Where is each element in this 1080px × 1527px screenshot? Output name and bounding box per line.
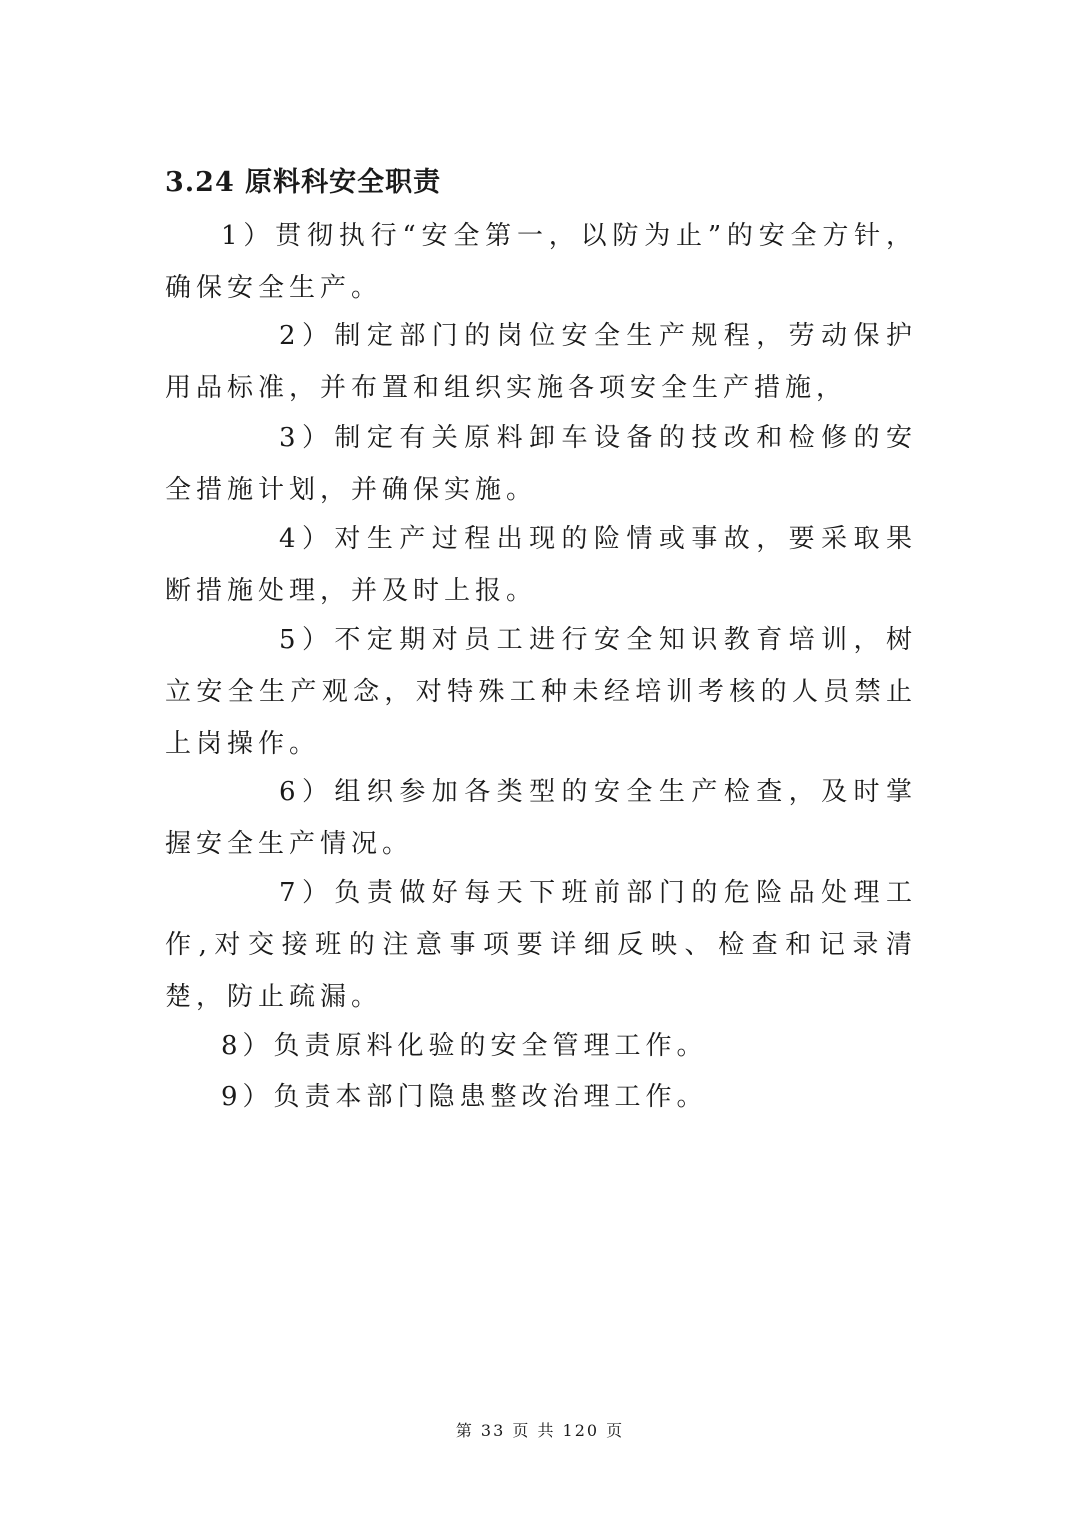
section-title: 3.24 原料科安全职责	[165, 167, 442, 198]
duty-item-1: 1）贯彻执行“安全第一，以防为止”的安全方针，确保安全生产。	[165, 221, 917, 303]
duty-item-9: 9）负责本部门隐患整改治理工作。	[221, 1082, 708, 1112]
duty-item-4: 4）对生产过程出现的险情或事故，要采取果断措施处理，并及时上报。	[165, 524, 917, 606]
duty-item-3: 3）制定有关原料卸车设备的技改和检修的安全措施计划，并确保实施。	[165, 423, 917, 505]
duty-item-5: 5）不定期对员工进行安全知识教育培训，树立安全生产观念，对特殊工种未经培训考核的人员禁止上岗操作。	[165, 625, 917, 759]
duty-item-8: 8）负责原料化验的安全管理工作。	[221, 1031, 708, 1061]
page-number-footer: 第 33 页 共 120 页	[455, 1421, 625, 1440]
duty-item-2: 2）制定部门的岗位安全生产规程，劳动保护用品标准，并布置和组织实施各项安全生产措施，	[165, 321, 917, 403]
duty-item-6: 6）组织参加各类型的安全生产检查，及时掌握安全生产情况。	[165, 777, 917, 859]
duty-item-7: 7）负责做好每天下班前部门的危险品处理工作,对交接班的注意事项要详细反映、检查和记录清楚，防止疏漏。	[165, 878, 917, 1012]
